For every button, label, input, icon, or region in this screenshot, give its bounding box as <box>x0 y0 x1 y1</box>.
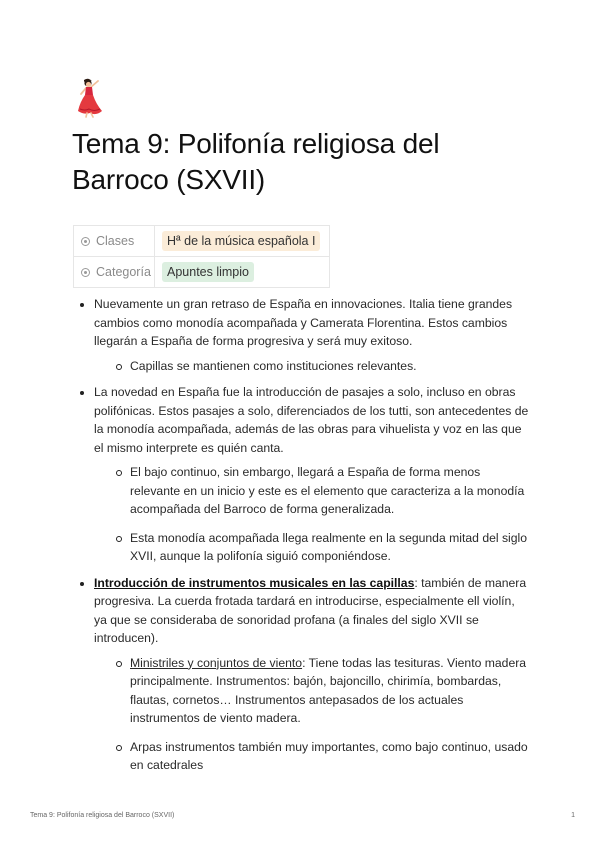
property-tag[interactable]: Apuntes limpio <box>162 262 254 282</box>
property-icon <box>81 268 90 277</box>
sub-list-item: Capillas se mantienen como instituciones relevantes. <box>94 357 530 376</box>
sub-list-item: Ministriles y conjuntos de viento: Tiene todas las tesituras. Viento madera principalmente. Instrumentos: bajón, bajoncillo, chirimía, bombardas, flautas, cornetos… Instrumentos antepasados de los actuales instrumentos de viento madera. <box>94 654 530 728</box>
sub-list-item: Arpas instrumentos también muy importantes, como bajo continuo, usado en catedrales <box>94 738 530 775</box>
sub-list-item: El bajo continuo, sin embargo, llegará a España de forma menos relevante en un inicio y este es el elemento que caracteriza a la monodía acompañada del Barroco de forma generalizada. <box>94 463 530 519</box>
property-key: Clases <box>96 234 135 248</box>
page-title: Tema 9: Polifonía religiosa del Barroco (SXVII) <box>72 128 440 195</box>
property-icon <box>81 237 90 246</box>
property-row-clases <box>74 226 330 257</box>
bold-heading: Introducción de instrumentos musicales en las capillas <box>94 575 415 590</box>
list-item-text: La novedad en España fue la introducción de pasajes a solo, incluso en obras polifónicas. Estos pasajes a solo, diferenciados de los tutti, son antecedentes de la monodía acompañada, además de las obras para vihuelista y voz en las que el mismo interprete es quién canta. <box>94 385 529 455</box>
sub-list-item: Esta monodía acompañada llega realmente en la segunda mitad del siglo XVII, aunque la polifonía siguió componiéndose. <box>94 529 530 566</box>
property-tag[interactable]: Hª de la música española I <box>162 231 320 251</box>
content-body <box>80 295 530 781</box>
dancer-icon <box>76 78 104 118</box>
list-item <box>80 295 530 375</box>
page-footer <box>30 812 575 819</box>
property-row-categoria <box>74 257 330 288</box>
list-item-text: Nuevamente un gran retraso de España en innovaciones. Italia tiene grandes cambios como monodía acompañada y Camerata Florentina. Estos cambios llegarán a España de forma progresiva y será muy exitoso. <box>94 297 513 348</box>
list-item <box>80 574 530 775</box>
properties-table <box>73 225 330 288</box>
page-number: 1 <box>571 812 575 819</box>
list-item <box>80 383 530 566</box>
property-key: Categoría <box>96 265 151 279</box>
footer-title: Tema 9: Polifonía religiosa del Barroco (SXVII) <box>30 812 175 819</box>
list-item-text: : también de manera progresiva. La cuerda frotada tardará en introducirse, especialmente ell violín, ya que se consideraba de sonoridad profana (a finales del siglo XVII se introducen). <box>94 575 527 645</box>
underlined-term: Ministriles y conjuntos de viento <box>130 655 303 670</box>
